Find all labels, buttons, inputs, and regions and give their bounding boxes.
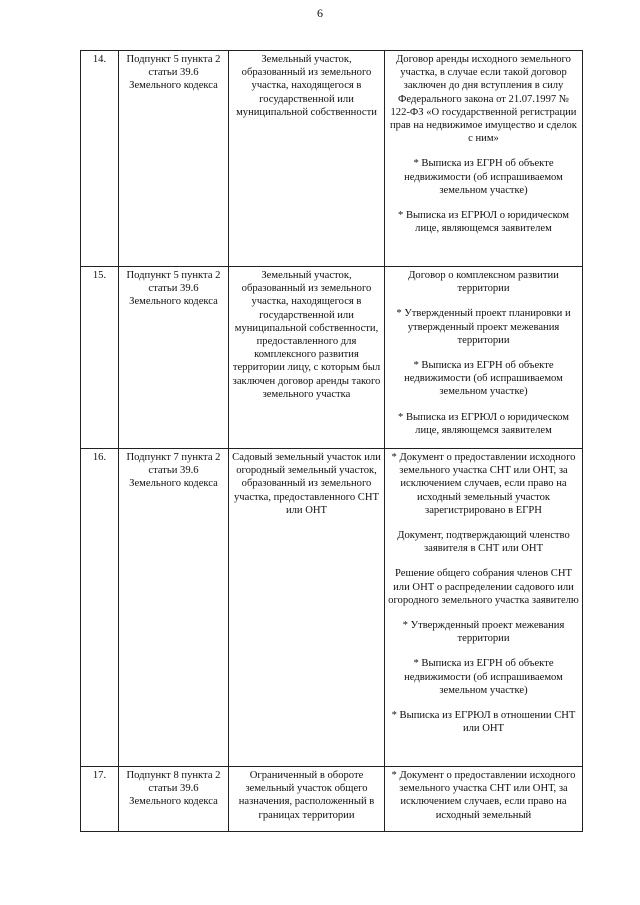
table-row	[81, 267, 583, 449]
document-item: * Выписка из ЕГРЮЛ о юридическом лице, являющемся заявителем	[398, 210, 569, 235]
required-documents	[385, 449, 583, 767]
legal-basis: Подпункт 7 пункта 2 статьи 39.6 Земельного кодекса	[119, 449, 229, 767]
document-item: Документ, подтверждающий членство заявителя в СНТ или ОНТ	[397, 530, 570, 555]
required-documents	[385, 51, 583, 267]
legal-basis: Подпункт 5 пункта 2 статьи 39.6 Земельного кодекса	[119, 51, 229, 267]
document-item: * Выписка из ЕГРН об объекте недвижимости (об испрашиваемом земельном участке)	[404, 658, 563, 696]
document-item: * Выписка из ЕГРЮЛ в отношении СНТ или ОНТ	[391, 710, 576, 735]
land-plot-description: Садовый земельный участок или огородный земельный участок, образованный из земельного участка, предоставленного СНТ или ОНТ	[229, 449, 385, 767]
document-item: * Выписка из ЕГРН об объекте недвижимости (об испрашиваемом земельном участке)	[404, 158, 563, 196]
document-item: Договор аренды исходного земельного участка, в случае если такой договор заключен до дня вступления в силу Федерального закона от 21.07.1997 № 122-ФЗ «О государственной регистрации прав на недвижимое имущество и сделок с ним»	[390, 54, 577, 145]
table-row	[81, 51, 583, 267]
document-item: * Выписка из ЕГРН об объекте недвижимости (об испрашиваемом земельном участке)	[404, 360, 563, 398]
required-documents	[385, 767, 583, 832]
land-plot-description: Ограниченный в обороте земельный участок общего назначения, расположенный в границах территории	[229, 767, 385, 832]
row-number: 16.	[81, 449, 119, 767]
required-documents	[385, 267, 583, 449]
legal-basis: Подпункт 5 пункта 2 статьи 39.6 Земельного кодекса	[119, 267, 229, 449]
table-row	[81, 449, 583, 767]
document-item: * Документ о предоставлении исходного земельного участка СНТ или ОНТ, за исключением случаев, если право на исходный земельный участок зарегистрировано в ЕГРН	[391, 452, 576, 516]
row-number: 14.	[81, 51, 119, 267]
documents-table	[80, 50, 583, 832]
document-item: Решение общего собрания членов СНТ или ОНТ о распределении садового или огородного земельного участка заявителю	[388, 568, 579, 606]
row-number: 17.	[81, 767, 119, 832]
document-item: * Утвержденный проект межевания территории	[402, 620, 565, 645]
land-plot-description: Земельный участок, образованный из земельного участка, находящегося в государственной или муниципальной собственности, предоставленного для комплексного развития территории лицу, с которым был заключен договор аренды такого земельного участка	[229, 267, 385, 449]
document-item: * Документ о предоставлении исходного земельного участка СНТ или ОНТ, за исключением случаев, если право на исходный земельный	[391, 770, 576, 821]
row-number: 15.	[81, 267, 119, 449]
document-item: Договор о комплексном развитии территории	[408, 270, 559, 295]
document-item: * Утвержденный проект планировки и утвержденный проект межевания территории	[396, 308, 571, 346]
page-number: 6	[317, 6, 323, 20]
document-item: * Выписка из ЕГРЮЛ о юридическом лице, являющемся заявителем	[398, 411, 569, 436]
legal-basis: Подпункт 8 пункта 2 статьи 39.6 Земельного кодекса	[119, 767, 229, 832]
land-plot-description: Земельный участок, образованный из земельного участка, находящегося в государственной или муниципальной собственности	[229, 51, 385, 267]
table-row	[81, 767, 583, 832]
